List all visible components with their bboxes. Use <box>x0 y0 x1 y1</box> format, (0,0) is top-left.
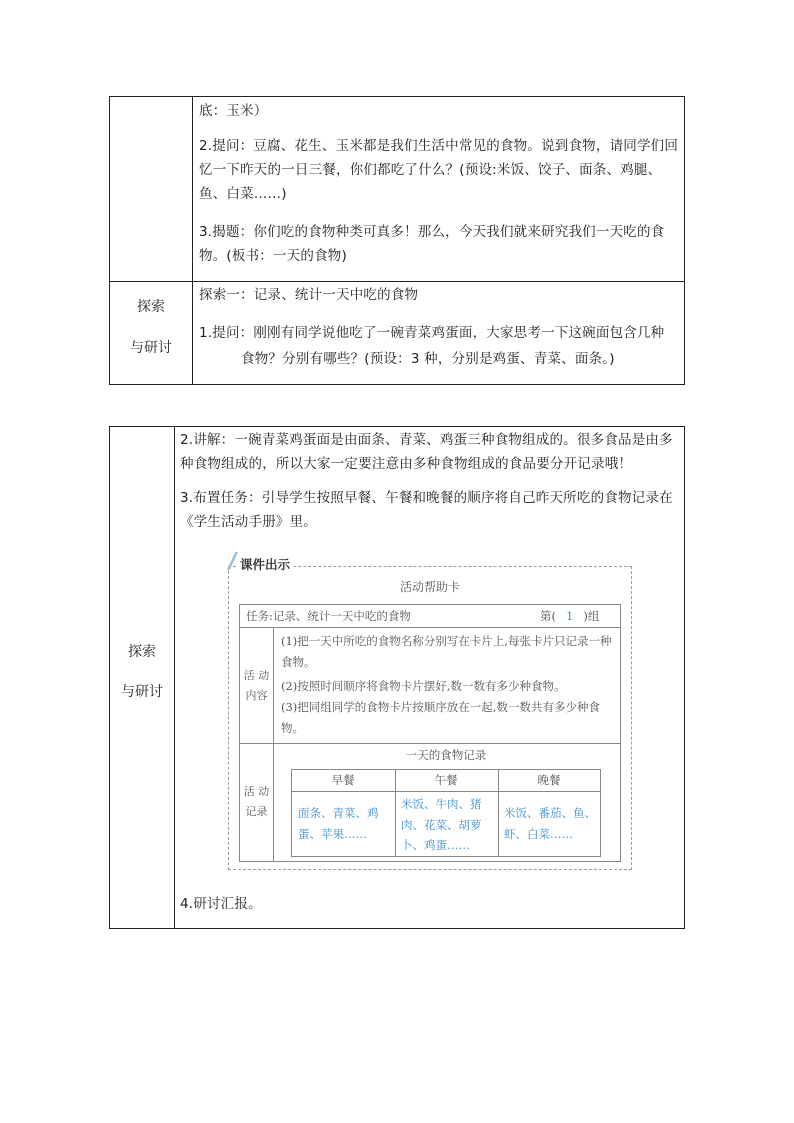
content-step-3: (3)把同组同学的食物卡片按顺序放在一起,数一数共有多少种食物。 <box>281 700 600 735</box>
meal-header-divider <box>292 791 600 792</box>
item-4-report: 4.研讨汇报。 <box>180 896 262 912</box>
header-dinner: 晚餐 <box>537 773 561 787</box>
card-label-divider <box>273 627 274 861</box>
record-title: 一天的食物记录 <box>405 748 487 762</box>
card-group <box>540 606 599 627</box>
card-title: 活动帮助卡 <box>399 580 460 594</box>
table-2-col-divider <box>174 427 175 928</box>
content-step-2: (2)按照时间顺序将食物卡片摆好,数一数有多少种食物。 <box>281 679 566 693</box>
cell-breakfast: 面条、青菜、鸡蛋、苹果…… <box>298 806 379 841</box>
item-2-explain: 2.讲解：一碗青菜鸡蛋面是由面条、青菜、鸡蛋三种食物组成的。很多食品是由多种食物组成的，所以大家一定要注意由多种食物组成的食品要分开记录哦！ <box>180 432 673 472</box>
header-breakfast: 早餐 <box>331 773 355 787</box>
table-1-col-divider <box>192 97 193 384</box>
item-3-task: 3.布置任务：引导学生按照早餐、午餐和晚餐的顺序将自己昨天所吃的食物记录在《学生活动手册》里。 <box>180 490 673 530</box>
record-label-2: 记录 <box>245 805 268 818</box>
content-step-1: (1)把一天中所吃的食物名称分别写在卡片上,每张卡片只记录一种食物。 <box>281 634 612 669</box>
item-2-question: 2.提问：豆腐、花生、玉米都是我们生活中常见的食物。说到食物，请同学们回忆一下昨天的一日三餐，你们都吃了什么？(预设:米饭、饺子、面条、鸡腿、鱼、白菜……) <box>199 138 679 202</box>
record-label-1: 活 动 <box>243 785 270 798</box>
cell-lunch: 米饭、牛肉、猪肉、花菜、胡萝卜、鸡蛋…… <box>401 797 482 852</box>
card-group-number: 1 <box>566 609 574 623</box>
row-label-discuss: 与研讨 <box>130 340 172 356</box>
card-section-divider <box>240 743 620 744</box>
table-2-label-discuss: 与研讨 <box>121 684 163 700</box>
content-label-2: 内容 <box>245 689 268 702</box>
row-label-explore: 探索 <box>137 299 165 315</box>
card-group-suffix: )组 <box>583 609 600 623</box>
card-task-divider <box>240 627 620 628</box>
content-label-1: 活 动 <box>243 669 270 682</box>
item-1-question-line1: 1.提问：刚刚有同学说他吃了一碗青菜鸡蛋面，大家思考一下这碗面包含几种 <box>199 325 665 341</box>
explore-title: 探索一：记录、统计一天中吃的食物 <box>199 287 419 303</box>
table-1-row-divider <box>110 281 684 282</box>
header-lunch: 午餐 <box>434 773 458 787</box>
table-2-label-explore: 探索 <box>128 644 156 660</box>
card-task: 任务:记录、统计一天中吃的食物 <box>246 609 411 623</box>
continued-line: 底：玉米） <box>199 103 268 119</box>
card-tag: 课件出示 <box>236 555 294 573</box>
item-1-question-line2: 食物？分别有哪些？(预设：3 种，分别是鸡蛋、青菜、面条。) <box>241 351 615 367</box>
cell-dinner: 米饭、番茄、鱼、虾、白菜…… <box>504 806 596 841</box>
card-group-prefix: 第( <box>540 609 556 623</box>
item-3-topic: 3.揭题：你们吃的食物种类可真多！那么，今天我们就来研究我们一天吃的食物。(板书：一天的食物) <box>199 224 665 264</box>
